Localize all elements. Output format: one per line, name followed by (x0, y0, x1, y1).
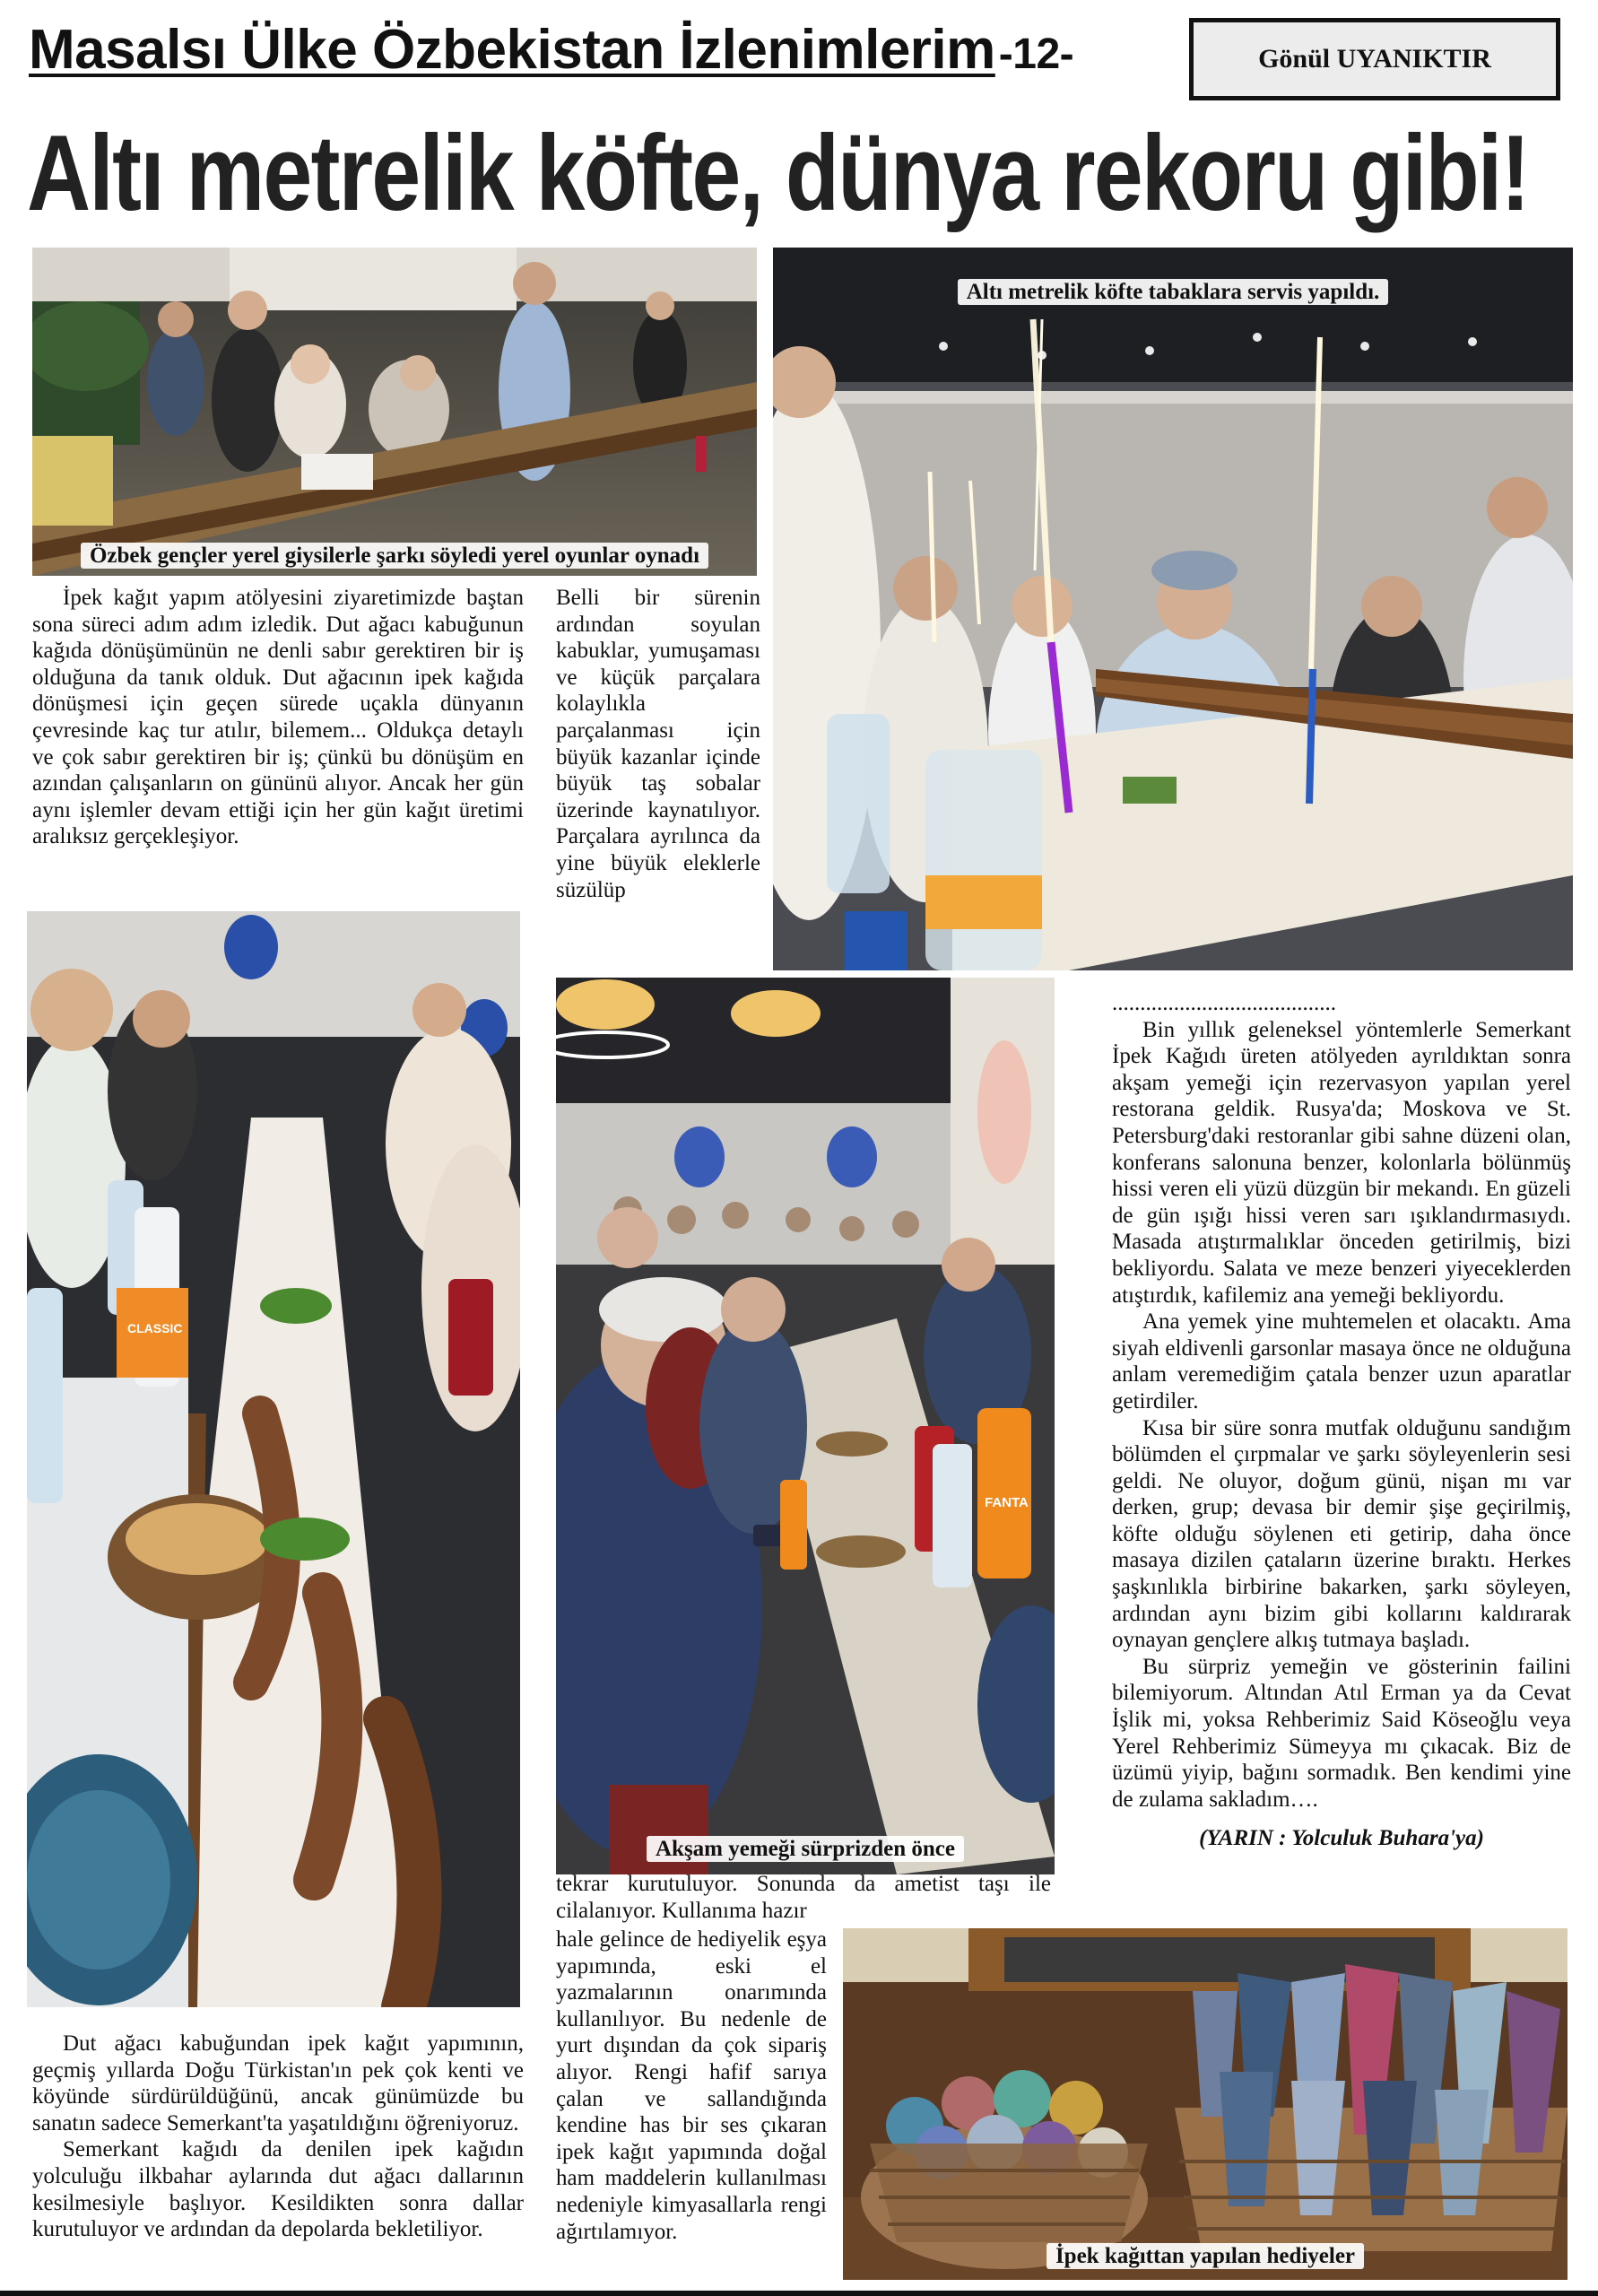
caption-gifts-text: İpek kağıttan yapılan hediyeler (1047, 2243, 1364, 2269)
paragraph: İpek kağıt yapım atölyesini ziyaretimizde baştan sona süreci adım adım izledik. Dut ağacı kabuğunun kağıda dönüşümünün ne denli sabır gerektiren bir iş olduğuna da tanık olduk. Dut ağacının ipek kağıda dönüşmesi için geçen sürede uçakla dünyanın çevresinde kaç tur atılır, bilemem... Oldukça detaylı ve çok sabır gerektiren bir iş; çünkü bu dönüşüm en azından çalışanların on gününü alıyor. Ancak her gün aynı işlemler devam ettiği için her gün kağıt üretimi aralıksız gerçekleşiyor. (32, 586, 524, 849)
photo-dinner-image (556, 978, 1055, 1874)
caption-dancers-text: Özbek gençler yerel giysilerle şarkı söyledi yerel oyunlar oynadı (81, 543, 708, 569)
bottle-label-classic: CLASSIC (127, 1321, 183, 1335)
series-title-text: Masalsı Ülke Özbekistan İzlenimlerim (29, 19, 995, 81)
caption-kofte (773, 280, 1573, 305)
bottom-rule (0, 2291, 1598, 2296)
caption-dinner (556, 1837, 1055, 1862)
photo-dancers-image (32, 248, 757, 576)
headline: Altı metrelik köfte, dünya rekoru gibi! (27, 113, 1529, 233)
photo-kofte-sparklers (773, 248, 1573, 970)
paragraph: Belli bir sürenin ardından soyulan kabuklar, yumuşaması ve küçük parçalara kolaylıkla parçalanması için büyük kazanlar içinde büyük taş sobalar üzerinde kaynatılıyor. Parçalara ayrılınca da yine büyük eleklerle süzülüp (556, 586, 760, 902)
paragraph: tekrar kurutuluyor. Sonunda da ametist taşı ile cilalanıyor. Kullanıma hazır (556, 1872, 1051, 1923)
photo-dinner (556, 978, 1055, 1874)
photo-kofte-sparklers-image (773, 248, 1573, 970)
bottle-label-fanta: FANTA (985, 1495, 1029, 1510)
photo-long-table (27, 911, 520, 2007)
caption-dancers (32, 544, 757, 569)
author-name: Gönül UYANIKTIR (1258, 44, 1491, 74)
article-col1-bottom (32, 2031, 524, 2243)
photo-long-table-image (27, 911, 520, 2007)
paragraph: Ana yemek yine muhtemelen et olacaktı. Ama siyah eldivenli garsonlar masaya önce ne olduğuna anlam veremediğim çatala benzer uzun aparatlar getirdiler. (1112, 1309, 1571, 1413)
continuation-note: (YARIN : Yolculuk Buhara'ya) (1199, 1826, 1484, 1851)
author-box (1189, 18, 1560, 100)
photo-gifts (843, 1928, 1568, 2280)
photo-gifts-image (843, 1928, 1568, 2280)
caption-kofte-text: Altı metrelik köfte tabaklara servis yapıldı. (958, 279, 1389, 305)
article-col3 (1112, 990, 1571, 1852)
paragraph: Bu sürpriz yemeğin ve gösterinin failini bilemiyorum. Altından Atıl Erman ya da Cevat İşlik mi, yoksa Rehberimiz Said Köseoğlu veya Yerel Rehberimiz Sümeyya mı çıkacak. Biz de üzümü yiyip, bağını sormadık. Ben kendimi yine de zulama sakladım…. (1112, 1654, 1571, 1812)
series-number: -12- (998, 30, 1074, 78)
caption-dinner-text: Akşam yemeği sürprizden önce (647, 1836, 964, 1862)
paragraph: hale gelince de hediyelik eşya yapımında, eski el yazmalarının onarımında kullanılıyor. Bu nedenle de yurt dışından da çok sipariş alıyor. Rengi hafif sarıya çalan ve sallandığında kendine has bir ses çıkaran ipek kağıt yapımında doğal ham maddelerin kullanılması nedeniyle kimyasallarla rengi ağırtılamıyor. (556, 1927, 827, 2244)
article-col1-top (32, 585, 524, 850)
separator-dots: ........................................ (1112, 991, 1336, 1015)
paragraph: Bin yıllık geleneksel yöntemlerle Semerkant İpek Kağıdı üreten atölyeden ayrıldıktan sonra akşam yemeği için rezervasyon yapılan yerel restorana geldik. Rusya'da; Moskova ve St. Petersburg'daki restoranlar gibi sahne düzeni olan, konferans salonuna benzer, kolonlarla bölünmüş hissi veren eli yüzü düzgün bir mekandı. En güzeli de gün ışığı hissi veren sarı ışıklandırmasıydı. Masada atıştırmalıklar önceden getirilmiş, bizi bekliyordu. Salata ve meze benzeri yiyeceklerden atıştırdık, kafilemiz ana yemeği bekliyordu. (1112, 1017, 1571, 1308)
paragraph: Kısa bir süre sonra mutfak olduğunu sandığım bölümden el çırpmalar ve şarkı söyleyenlerin sesi geldi. Ne oluyor, doğum günü, nişan mı var derken, grup; devasa bir demir şişe geçirilmiş, köfte olduğu söylenen eti getirip, daha önce masaya dizilen çataların üzerine bıraktı. Herkes şaşkınlıkla birbirine bakarken, şarkı söyleyen, ardından aynı bizim gibi kollarını kaldırarak oynayan gençlere alkış tutmaya başladı. (1112, 1415, 1571, 1653)
article-col2-top (556, 585, 760, 903)
article-col2-bottom-b (556, 1926, 827, 2245)
paragraph: Dut ağacı kabuğundan ipek kağıt yapımının, geçmiş yıllarda Doğu Türkistan'ın pek çok kenti ve köyünde sürdürüldüğünü, ancak günümüzde bu sanatın sadece Semerkant'ta yaşatıldığını öğreniyoruz. (32, 2031, 524, 2135)
series-title (29, 18, 1096, 88)
article-col2-bottom-a (556, 1871, 1051, 1924)
paragraph: Semerkant kağıdı da denilen ipek kağıdın yolculuğu ilkbahar aylarında dut ağacı dallarının kesilmesiyle başlıyor. Kesildikten sonra dallar kurutuluyor ve ardından da depolarda bekletiliyor. (32, 2137, 524, 2242)
photo-dancers (32, 248, 757, 576)
caption-gifts (843, 2244, 1568, 2269)
